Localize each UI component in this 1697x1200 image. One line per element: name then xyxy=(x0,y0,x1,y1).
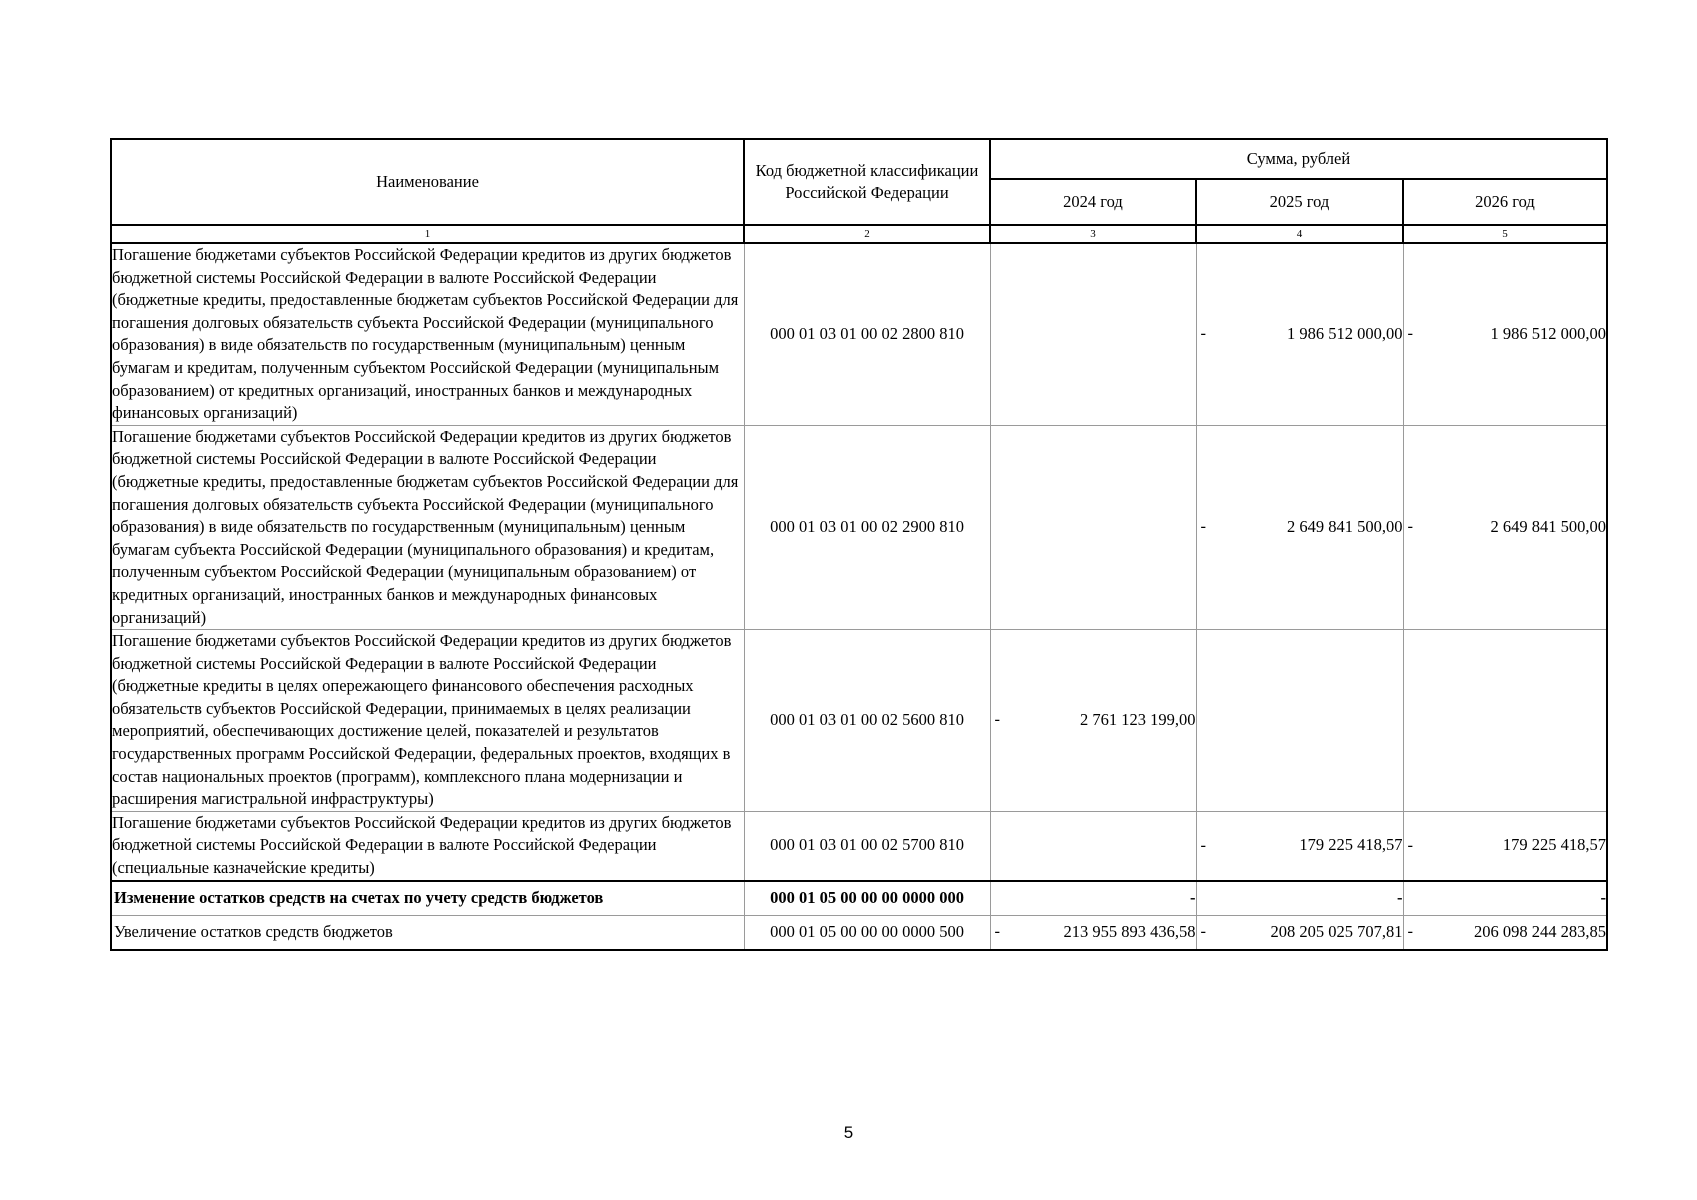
header-year-2024: 2024 год xyxy=(990,179,1196,225)
amount-2024 xyxy=(990,916,1196,950)
amount-value: 213 955 893 436,58 xyxy=(1063,922,1196,942)
minus-sign: - xyxy=(994,710,1000,730)
amount-value: 206 098 244 283,85 xyxy=(1474,922,1606,942)
amount-value: 208 205 025 707,81 xyxy=(1270,922,1403,942)
minus-sign: - xyxy=(994,922,1000,942)
minus-sign: - xyxy=(1407,324,1413,344)
amount-2025: - xyxy=(1196,881,1403,916)
amount-value: 1 986 512 000,00 xyxy=(1287,324,1403,344)
minus-sign: - xyxy=(1200,324,1206,344)
amount-2024: - xyxy=(990,881,1196,916)
minus-sign: - xyxy=(1407,835,1413,855)
header-code: Код бюджетной классификации Российской Федерации xyxy=(744,139,990,225)
minus-sign: - xyxy=(1200,517,1206,537)
table-row xyxy=(111,881,1607,916)
column-number: 1 xyxy=(111,225,744,243)
amount-value: 1 986 512 000,00 xyxy=(1490,324,1606,344)
amount-2026 xyxy=(1403,811,1607,880)
row-name: Изменение остатков средств на счетах по учету средств бюджетов xyxy=(111,881,744,916)
row-code: 000 01 03 01 00 02 2800 810 xyxy=(744,243,990,425)
amount-2026 xyxy=(1403,243,1607,425)
table-row xyxy=(111,630,1607,812)
header-year-2025: 2025 год xyxy=(1196,179,1403,225)
minus-sign: - xyxy=(1200,922,1206,942)
row-code: 000 01 05 00 00 00 0000 000 xyxy=(744,881,990,916)
amount-2026: - xyxy=(1403,881,1607,916)
amount-2025 xyxy=(1196,630,1403,812)
column-number: 2 xyxy=(744,225,990,243)
row-name: Погашение бюджетами субъектов Российской Федерации кредитов из других бюджетов бюджетной системы Российской Федерации в валюте Российской Федерации (бюджетные кредиты в целях опережающего финансового обеспечения расходных обязательств субъектов Российской Федерации, принимаемых в целях реализации мероприятий, обеспечивающих достижение целей, показателей и результатов государственных программ Российской Федерации, федеральных проектов, входящих в состав национальных проектов (программ), комплексного плана модернизации и расширения магистральной инфраструктуры) xyxy=(111,630,744,812)
table-row xyxy=(111,916,1607,950)
amount-2024 xyxy=(990,811,1196,880)
row-code: 000 01 03 01 00 02 5700 810 xyxy=(744,811,990,880)
row-name: Увеличение остатков средств бюджетов xyxy=(111,916,744,950)
row-code: 000 01 03 01 00 02 5600 810 xyxy=(744,630,990,812)
column-number: 4 xyxy=(1196,225,1403,243)
header-name: Наименование xyxy=(111,139,744,225)
table-row xyxy=(111,243,1607,425)
table-row xyxy=(111,811,1607,880)
amount-2025 xyxy=(1196,425,1403,629)
row-name: Погашение бюджетами субъектов Российской Федерации кредитов из других бюджетов бюджетной системы Российской Федерации в валюте Российской Федерации (специальные казначейские кредиты) xyxy=(111,811,744,880)
page-number: 5 xyxy=(843,1123,854,1142)
amount-2025 xyxy=(1196,811,1403,880)
minus-sign: - xyxy=(1407,517,1413,537)
column-number: 5 xyxy=(1403,225,1607,243)
header-year-2026: 2026 год xyxy=(1403,179,1607,225)
amount-2024 xyxy=(990,243,1196,425)
amount-value: 2 761 123 199,00 xyxy=(1080,710,1196,730)
table-row xyxy=(111,425,1607,629)
row-code: 000 01 05 00 00 00 0000 500 xyxy=(744,916,990,950)
amount-2026 xyxy=(1403,916,1607,950)
minus-sign: - xyxy=(1407,922,1413,942)
amount-2025 xyxy=(1196,916,1403,950)
amount-value: 2 649 841 500,00 xyxy=(1287,517,1403,537)
budget-table xyxy=(110,138,1608,951)
amount-value: 179 225 418,57 xyxy=(1299,835,1403,855)
amount-2026 xyxy=(1403,630,1607,812)
row-name: Погашение бюджетами субъектов Российской Федерации кредитов из других бюджетов бюджетной системы Российской Федерации в валюте Российской Федерации (бюджетные кредиты, предоставленные бюджетам субъектов Российской Федерации для погашения долговых обязательств субъекта Российской Федерации (муниципального образования) в виде обязательств по государственным (муниципальным) ценным бумагам субъекта Российской Федерации (муниципального образования) и кредитам, полученным субъектом Российской Федерации (муниципальным образованием) от кредитных организаций, иностранных банков и международных финансовых организаций) xyxy=(111,425,744,629)
row-name: Погашение бюджетами субъектов Российской Федерации кредитов из других бюджетов бюджетной системы Российской Федерации в валюте Российской Федерации (бюджетные кредиты, предоставленные бюджетам субъектов Российской Федерации для погашения долговых обязательств субъекта Российской Федерации (муниципального образования) в виде обязательств по государственным (муниципальным) ценным бумагам и кредитам, полученным субъектом Российской Федерации (муниципальным образованием) от кредитных организаций, иностранных банков и международных финансовых организаций) xyxy=(111,243,744,425)
minus-sign: - xyxy=(1200,835,1206,855)
amount-2026 xyxy=(1403,425,1607,629)
amount-value: 2 649 841 500,00 xyxy=(1490,517,1606,537)
column-number: 3 xyxy=(990,225,1196,243)
amount-2025 xyxy=(1196,243,1403,425)
amount-2024 xyxy=(990,425,1196,629)
header-sum: Сумма, рублей xyxy=(990,139,1607,179)
row-code: 000 01 03 01 00 02 2900 810 xyxy=(744,425,990,629)
amount-value: 179 225 418,57 xyxy=(1502,835,1606,855)
amount-2024 xyxy=(990,630,1196,812)
